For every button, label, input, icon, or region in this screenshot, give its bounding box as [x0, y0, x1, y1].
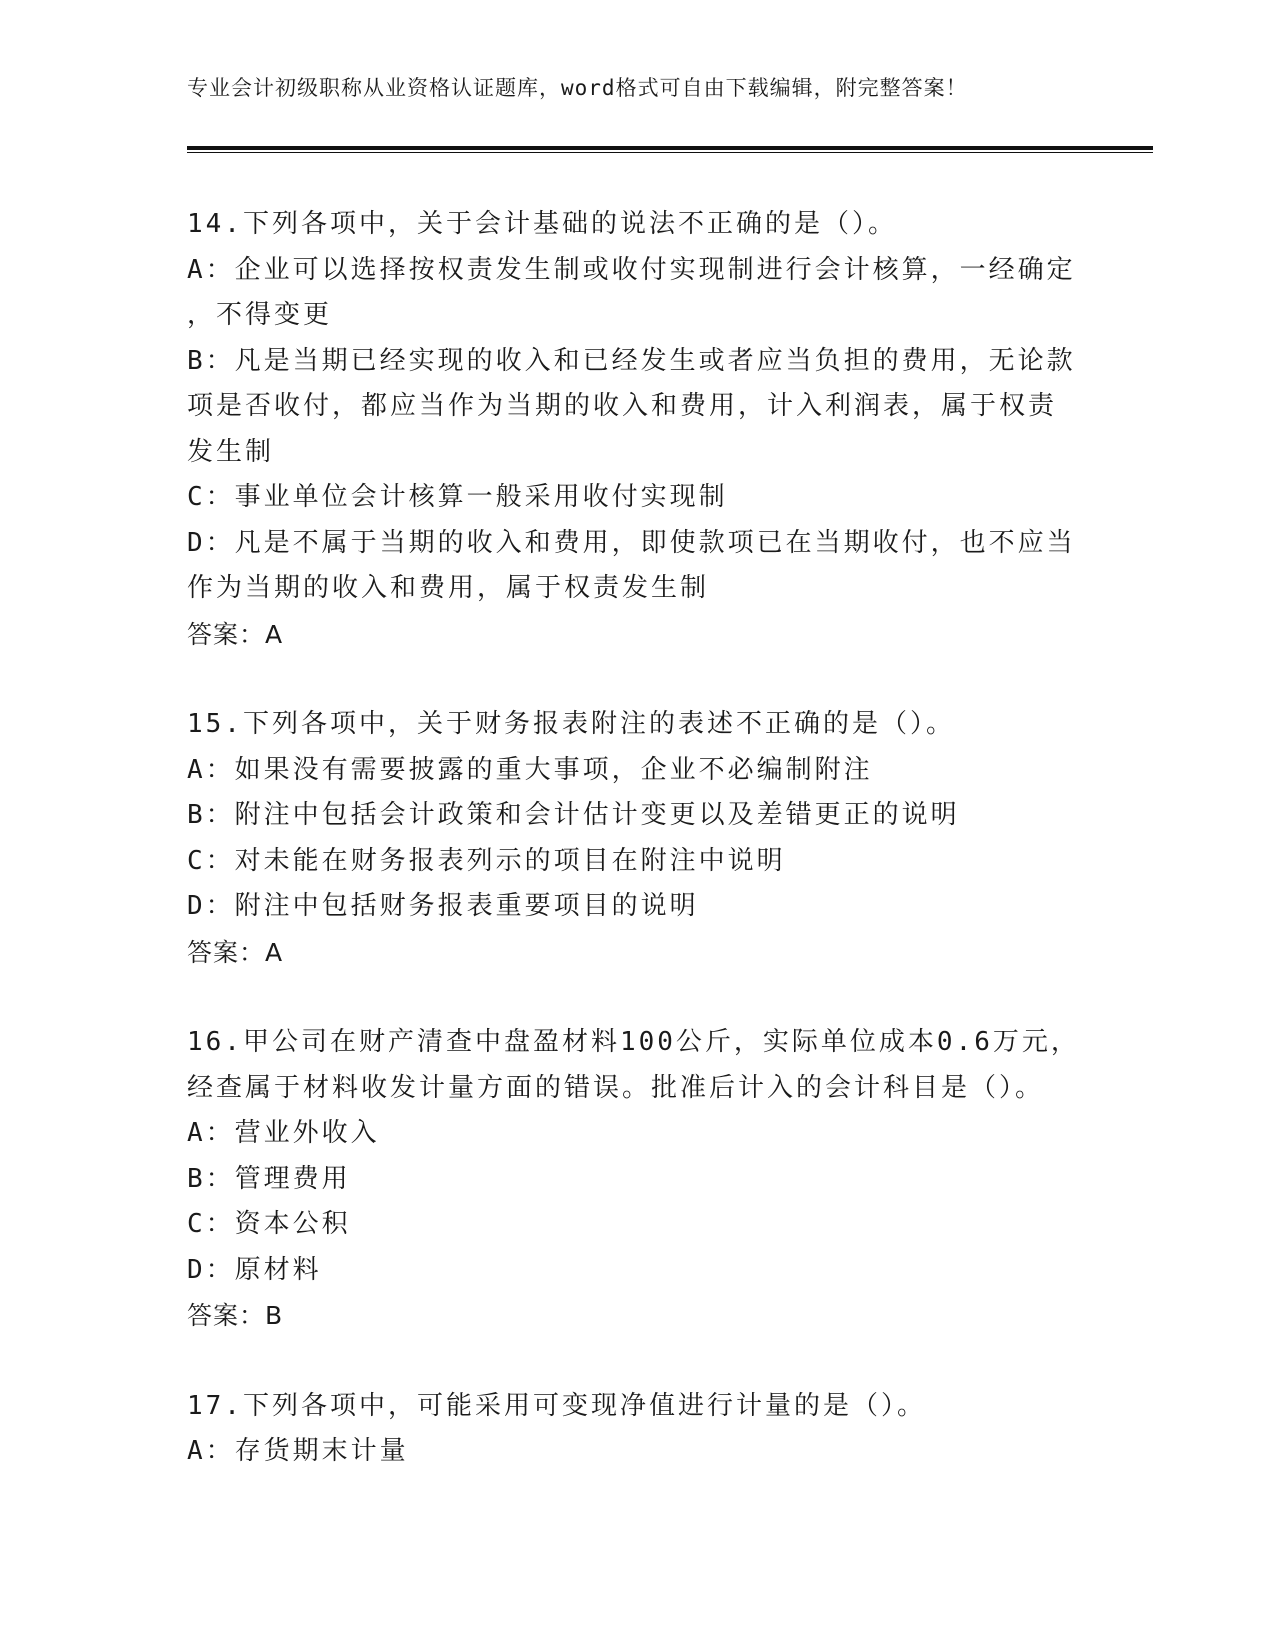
- option-line: 作为当期的收入和费用，属于权责发生制: [187, 573, 710, 603]
- option-line: 发生制: [187, 436, 275, 467]
- option-line: B：凡是当期已经实现的收入和已经发生或者应当负担的费用，无论款: [187, 345, 1076, 376]
- option-line: C：资本公积: [187, 1209, 351, 1239]
- option-line: B：管理费用: [187, 1163, 351, 1194]
- question-block: [187, 1384, 1087, 1475]
- option-line: D：原材料: [187, 1254, 322, 1285]
- header-rule-thick: [187, 146, 1153, 150]
- answer-line: 答案：A: [187, 937, 284, 967]
- question-block: [187, 702, 1087, 975]
- option-line: 项是否收付，都应当作为当期的收入和费用，计入利润表，属于权责: [187, 391, 1058, 421]
- option-line: D：附注中包括财务报表重要项目的说明: [187, 891, 699, 921]
- question-block: [187, 1020, 1087, 1339]
- question-list: [187, 202, 1087, 1475]
- question-line: 经查属于材料收发计量方面的错误。批准后计入的会计科目是（）。: [187, 1072, 1045, 1103]
- page-header: 专业会计初级职称从业资格认证题库，word格式可自由下载编辑，附完整答案！: [187, 76, 968, 100]
- question-line: 17.下列各项中，可能采用可变现净值进行计量的是（）。: [187, 1390, 926, 1421]
- option-line: A：存货期末计量: [187, 1436, 409, 1466]
- question-block: [187, 202, 1087, 657]
- option-line: A：营业外收入: [187, 1118, 380, 1148]
- question-line: 16.甲公司在财产清查中盘盈材料100公斤，实际单位成本0.6万元，: [187, 1027, 1080, 1057]
- answer-line: 答案：A: [187, 619, 284, 649]
- option-line: A：企业可以选择按权责发生制或收付实现制进行会计核算，一经确定: [187, 254, 1076, 285]
- option-line: D：凡是不属于当期的收入和费用，即使款项已在当期收付，也不应当: [187, 527, 1076, 558]
- option-line: B：附注中包括会计政策和会计估计变更以及差错更正的说明: [187, 800, 960, 830]
- option-line: C：对未能在财务报表列示的项目在附注中说明: [187, 845, 786, 876]
- option-line: A：如果没有需要披露的重大事项，企业不必编制附注: [187, 754, 873, 785]
- question-line: 15.下列各项中，关于财务报表附注的表述不正确的是（）。: [187, 709, 955, 739]
- option-line: C：事业单位会计核算一般采用收付实现制: [187, 482, 728, 512]
- answer-line: 答案：B: [187, 1301, 284, 1330]
- question-line: 14.下列各项中，关于会计基础的说法不正确的是（）。: [187, 209, 897, 239]
- option-line: ，不得变更: [187, 300, 333, 330]
- header-rule-thin: [187, 152, 1153, 153]
